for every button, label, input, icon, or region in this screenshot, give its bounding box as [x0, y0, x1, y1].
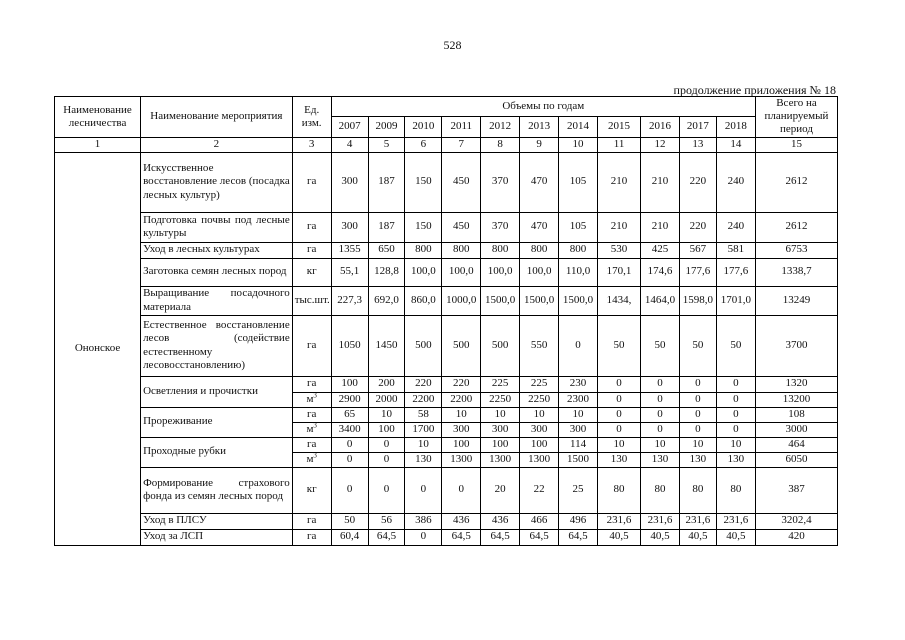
year-value: 1450 — [368, 315, 405, 376]
unit-label: га — [306, 437, 317, 450]
year-value: 0 — [559, 315, 598, 376]
year-value: 2200 — [442, 392, 481, 407]
year-value: 2900 — [331, 392, 368, 407]
forestry-name: Ононское — [55, 152, 141, 545]
year-value: 470 — [520, 212, 559, 242]
year-value: 0 — [598, 392, 641, 407]
column-number: 10 — [559, 137, 598, 152]
year-value: 1500,0 — [520, 286, 559, 315]
header-forestry: Наименование лесничества — [55, 97, 141, 138]
year-value: 0 — [598, 407, 641, 422]
header-year: 2018 — [716, 117, 755, 137]
unit-label: кг — [306, 483, 317, 496]
year-value: 1598,0 — [679, 286, 716, 315]
table-row — [55, 467, 838, 513]
year-value: 210 — [598, 212, 641, 242]
year-value: 64,5 — [368, 529, 405, 545]
column-number: 14 — [716, 137, 755, 152]
year-value: 10 — [520, 407, 559, 422]
unit-cell — [292, 513, 331, 529]
year-value: 100 — [368, 422, 405, 437]
unit-cell — [292, 212, 331, 242]
year-value: 60,4 — [331, 529, 368, 545]
activity-name: Выращивание посадочного материала — [141, 286, 293, 315]
activity-name: Подготовка почвы под лесные культуры — [141, 212, 293, 242]
total-value: 3700 — [755, 315, 837, 376]
year-value: 20 — [481, 467, 520, 513]
year-value: 50 — [716, 315, 755, 376]
table-row — [55, 212, 838, 242]
year-value: 50 — [679, 315, 716, 376]
column-number: 5 — [368, 137, 405, 152]
unit-cell — [292, 529, 331, 545]
total-value: 13249 — [755, 286, 837, 315]
year-value: 80 — [598, 467, 641, 513]
activity-name: Уход за ЛСП — [141, 529, 293, 545]
year-value: 466 — [520, 513, 559, 529]
table-row — [55, 376, 838, 392]
year-value: 0 — [442, 467, 481, 513]
unit-label: м — [306, 392, 314, 405]
year-value: 800 — [520, 242, 559, 258]
header-year: 2010 — [405, 117, 442, 137]
activity-name: Уход в ПЛСУ — [141, 513, 293, 529]
year-value: 80 — [716, 467, 755, 513]
year-value: 581 — [716, 242, 755, 258]
year-value: 177,6 — [716, 258, 755, 286]
year-value: 1700 — [405, 422, 442, 437]
table-row — [55, 242, 838, 258]
year-value: 800 — [481, 242, 520, 258]
year-value: 1050 — [331, 315, 368, 376]
total-value: 3000 — [755, 422, 837, 437]
year-value: 1464,0 — [641, 286, 680, 315]
year-value: 230 — [559, 376, 598, 392]
year-value: 0 — [716, 392, 755, 407]
year-value: 2200 — [405, 392, 442, 407]
year-value: 80 — [641, 467, 680, 513]
year-value: 200 — [368, 376, 405, 392]
year-value: 220 — [679, 152, 716, 212]
year-value: 0 — [641, 376, 680, 392]
year-value: 0 — [641, 407, 680, 422]
unit-label: га — [306, 175, 317, 188]
header-volumes-by-year: Объемы по годам — [331, 97, 755, 117]
year-value: 1500,0 — [559, 286, 598, 315]
unit-label: га — [306, 407, 317, 420]
year-value: 130 — [716, 452, 755, 467]
year-value: 2000 — [368, 392, 405, 407]
table-row — [55, 529, 838, 545]
year-value: 0 — [641, 392, 680, 407]
year-value: 231,6 — [679, 513, 716, 529]
activity-name: Проходные рубки — [141, 437, 293, 467]
year-value: 174,6 — [641, 258, 680, 286]
header-year: 2007 — [331, 117, 368, 137]
year-value: 0 — [716, 407, 755, 422]
total-value: 2612 — [755, 212, 837, 242]
unit-cell — [292, 407, 331, 422]
year-value: 100 — [331, 376, 368, 392]
total-value: 420 — [755, 529, 837, 545]
year-value: 800 — [442, 242, 481, 258]
year-value: 40,5 — [716, 529, 755, 545]
year-value: 10 — [559, 407, 598, 422]
column-number: 1 — [55, 137, 141, 152]
unit-label: кг — [306, 265, 317, 278]
year-value: 370 — [481, 212, 520, 242]
year-value: 65 — [331, 407, 368, 422]
year-value: 0 — [331, 452, 368, 467]
year-value: 64,5 — [520, 529, 559, 545]
year-value: 800 — [559, 242, 598, 258]
year-value: 50 — [598, 315, 641, 376]
year-value: 386 — [405, 513, 442, 529]
year-value: 64,5 — [442, 529, 481, 545]
column-number: 6 — [405, 137, 442, 152]
unit-cell — [292, 376, 331, 392]
unit-cell — [292, 258, 331, 286]
header-year: 2015 — [598, 117, 641, 137]
unit-superscript: 3 — [313, 392, 317, 400]
year-value: 692,0 — [368, 286, 405, 315]
table-row — [55, 286, 838, 315]
year-value: 2250 — [481, 392, 520, 407]
year-value: 370 — [481, 152, 520, 212]
unit-label: га — [306, 243, 317, 256]
year-value: 100,0 — [481, 258, 520, 286]
year-value: 58 — [405, 407, 442, 422]
year-value: 100 — [520, 437, 559, 452]
activity-name: Формирование страхового фонда из семян лесных пород — [141, 467, 293, 513]
total-value: 1320 — [755, 376, 837, 392]
unit-cell — [292, 422, 331, 437]
year-value: 105 — [559, 152, 598, 212]
unit-label: тыс.шт. — [294, 293, 330, 306]
year-value: 450 — [442, 152, 481, 212]
header-year: 2011 — [442, 117, 481, 137]
year-value: 130 — [405, 452, 442, 467]
unit-label: га — [306, 514, 317, 527]
year-value: 227,3 — [331, 286, 368, 315]
unit-label: га — [306, 220, 317, 233]
table-row — [55, 513, 838, 529]
total-value: 13200 — [755, 392, 837, 407]
header-total: Всего на планируемый период — [755, 97, 837, 138]
column-number: 4 — [331, 137, 368, 152]
year-value: 240 — [716, 212, 755, 242]
year-value: 105 — [559, 212, 598, 242]
year-value: 55,1 — [331, 258, 368, 286]
year-value: 64,5 — [481, 529, 520, 545]
year-value: 300 — [481, 422, 520, 437]
year-value: 1300 — [481, 452, 520, 467]
year-value: 187 — [368, 212, 405, 242]
column-number: 11 — [598, 137, 641, 152]
year-value: 0 — [679, 422, 716, 437]
year-value: 40,5 — [641, 529, 680, 545]
year-value: 1300 — [520, 452, 559, 467]
year-value: 0 — [368, 467, 405, 513]
year-value: 220 — [405, 376, 442, 392]
year-value: 100 — [442, 437, 481, 452]
year-value: 50 — [331, 513, 368, 529]
year-value: 1500 — [559, 452, 598, 467]
header-activity: Наименование мероприятия — [141, 97, 293, 138]
total-value: 2612 — [755, 152, 837, 212]
year-value: 10 — [641, 437, 680, 452]
unit-cell — [292, 467, 331, 513]
year-value: 0 — [598, 422, 641, 437]
unit-cell — [292, 242, 331, 258]
year-value: 110,0 — [559, 258, 598, 286]
year-value: 220 — [679, 212, 716, 242]
unit-cell — [292, 315, 331, 376]
year-value: 10 — [368, 407, 405, 422]
year-value: 231,6 — [716, 513, 755, 529]
unit-superscript: 3 — [313, 452, 317, 460]
activity-name: Естественное восстановление лесов (содействие естественному лесовосстановлению) — [141, 315, 293, 376]
year-value: 22 — [520, 467, 559, 513]
year-value: 500 — [405, 315, 442, 376]
year-value: 64,5 — [559, 529, 598, 545]
table-row — [55, 407, 838, 422]
year-value: 210 — [641, 212, 680, 242]
year-value: 100,0 — [405, 258, 442, 286]
unit-cell — [292, 286, 331, 315]
year-value: 225 — [520, 376, 559, 392]
year-value: 650 — [368, 242, 405, 258]
total-value: 1338,7 — [755, 258, 837, 286]
year-value: 425 — [641, 242, 680, 258]
total-value: 3202,4 — [755, 513, 837, 529]
year-value: 128,8 — [368, 258, 405, 286]
year-value: 10 — [716, 437, 755, 452]
unit-cell — [292, 437, 331, 452]
year-value: 150 — [405, 152, 442, 212]
year-value: 10 — [405, 437, 442, 452]
year-value: 1701,0 — [716, 286, 755, 315]
year-value: 2300 — [559, 392, 598, 407]
activity-name: Заготовка семян лесных пород — [141, 258, 293, 286]
year-value: 225 — [481, 376, 520, 392]
column-number: 2 — [141, 137, 293, 152]
year-value: 130 — [598, 452, 641, 467]
year-value: 1434, — [598, 286, 641, 315]
unit-cell — [292, 452, 331, 467]
year-value: 10 — [598, 437, 641, 452]
activity-name: Прореживание — [141, 407, 293, 437]
year-value: 100 — [481, 437, 520, 452]
year-value: 450 — [442, 212, 481, 242]
unit-label: га — [306, 377, 317, 390]
year-value: 0 — [405, 467, 442, 513]
year-value: 800 — [405, 242, 442, 258]
year-value: 100,0 — [520, 258, 559, 286]
year-value: 40,5 — [598, 529, 641, 545]
year-value: 0 — [716, 422, 755, 437]
column-number: 7 — [442, 137, 481, 152]
header-year: 2009 — [368, 117, 405, 137]
year-value: 3400 — [331, 422, 368, 437]
year-value: 80 — [679, 467, 716, 513]
year-value: 10 — [442, 407, 481, 422]
total-value: 464 — [755, 437, 837, 452]
header-year: 2014 — [559, 117, 598, 137]
activity-name: Осветления и прочистки — [141, 376, 293, 407]
year-value: 220 — [442, 376, 481, 392]
year-value: 150 — [405, 212, 442, 242]
unit-label: га — [306, 338, 317, 351]
column-number: 13 — [679, 137, 716, 152]
year-value: 210 — [641, 152, 680, 212]
year-value: 0 — [641, 422, 680, 437]
year-value: 0 — [598, 376, 641, 392]
year-value: 550 — [520, 315, 559, 376]
unit-label: м — [306, 452, 314, 465]
year-value: 1300 — [442, 452, 481, 467]
year-value: 40,5 — [679, 529, 716, 545]
total-value: 6753 — [755, 242, 837, 258]
year-value: 0 — [331, 467, 368, 513]
year-value: 1500,0 — [481, 286, 520, 315]
year-value: 500 — [442, 315, 481, 376]
year-value: 0 — [368, 452, 405, 467]
header-year: 2017 — [679, 117, 716, 137]
year-value: 0 — [716, 376, 755, 392]
year-value: 56 — [368, 513, 405, 529]
year-value: 10 — [679, 437, 716, 452]
unit-label: м — [306, 422, 314, 435]
table-row — [55, 437, 838, 452]
year-value: 0 — [679, 376, 716, 392]
column-number: 8 — [481, 137, 520, 152]
appendix-continuation-label: продолжение приложения № 18 — [673, 83, 836, 97]
unit-cell — [292, 392, 331, 407]
year-value: 496 — [559, 513, 598, 529]
year-value: 187 — [368, 152, 405, 212]
year-value: 0 — [368, 437, 405, 452]
year-value: 436 — [481, 513, 520, 529]
unit-cell — [292, 152, 331, 212]
header-year: 2016 — [641, 117, 680, 137]
column-number: 12 — [641, 137, 680, 152]
year-value: 231,6 — [641, 513, 680, 529]
year-value: 0 — [405, 529, 442, 545]
unit-label: га — [306, 530, 317, 543]
header-year: 2013 — [520, 117, 559, 137]
year-value: 300 — [520, 422, 559, 437]
column-number: 15 — [755, 137, 837, 152]
year-value: 0 — [679, 392, 716, 407]
total-value: 387 — [755, 467, 837, 513]
year-value: 130 — [679, 452, 716, 467]
year-value: 170,1 — [598, 258, 641, 286]
page-number: 528 — [443, 38, 462, 52]
year-value: 10 — [481, 407, 520, 422]
forestry-activities-table — [54, 96, 838, 546]
year-value: 50 — [641, 315, 680, 376]
year-value: 0 — [331, 437, 368, 452]
column-number: 3 — [292, 137, 331, 152]
year-value: 1355 — [331, 242, 368, 258]
total-value: 108 — [755, 407, 837, 422]
year-value: 300 — [331, 212, 368, 242]
total-value: 6050 — [755, 452, 837, 467]
year-value: 130 — [641, 452, 680, 467]
unit-superscript: 3 — [313, 422, 317, 430]
year-value: 25 — [559, 467, 598, 513]
table-row — [55, 152, 838, 212]
year-value: 530 — [598, 242, 641, 258]
header-year: 2012 — [481, 117, 520, 137]
year-value: 300 — [442, 422, 481, 437]
year-value: 177,6 — [679, 258, 716, 286]
year-value: 500 — [481, 315, 520, 376]
year-value: 1000,0 — [442, 286, 481, 315]
table-row — [55, 258, 838, 286]
year-value: 240 — [716, 152, 755, 212]
year-value: 436 — [442, 513, 481, 529]
activity-name: Уход в лесных культурах — [141, 242, 293, 258]
year-value: 210 — [598, 152, 641, 212]
year-value: 567 — [679, 242, 716, 258]
header-unit: Ед. изм. — [292, 97, 331, 138]
year-value: 0 — [679, 407, 716, 422]
year-value: 470 — [520, 152, 559, 212]
year-value: 100,0 — [442, 258, 481, 286]
year-value: 231,6 — [598, 513, 641, 529]
table-row — [55, 315, 838, 376]
year-value: 114 — [559, 437, 598, 452]
year-value: 300 — [559, 422, 598, 437]
column-number: 9 — [520, 137, 559, 152]
year-value: 860,0 — [405, 286, 442, 315]
year-value: 2250 — [520, 392, 559, 407]
year-value: 300 — [331, 152, 368, 212]
activity-name: Искусственное восстановление лесов (посадка лесных культур) — [141, 152, 293, 212]
